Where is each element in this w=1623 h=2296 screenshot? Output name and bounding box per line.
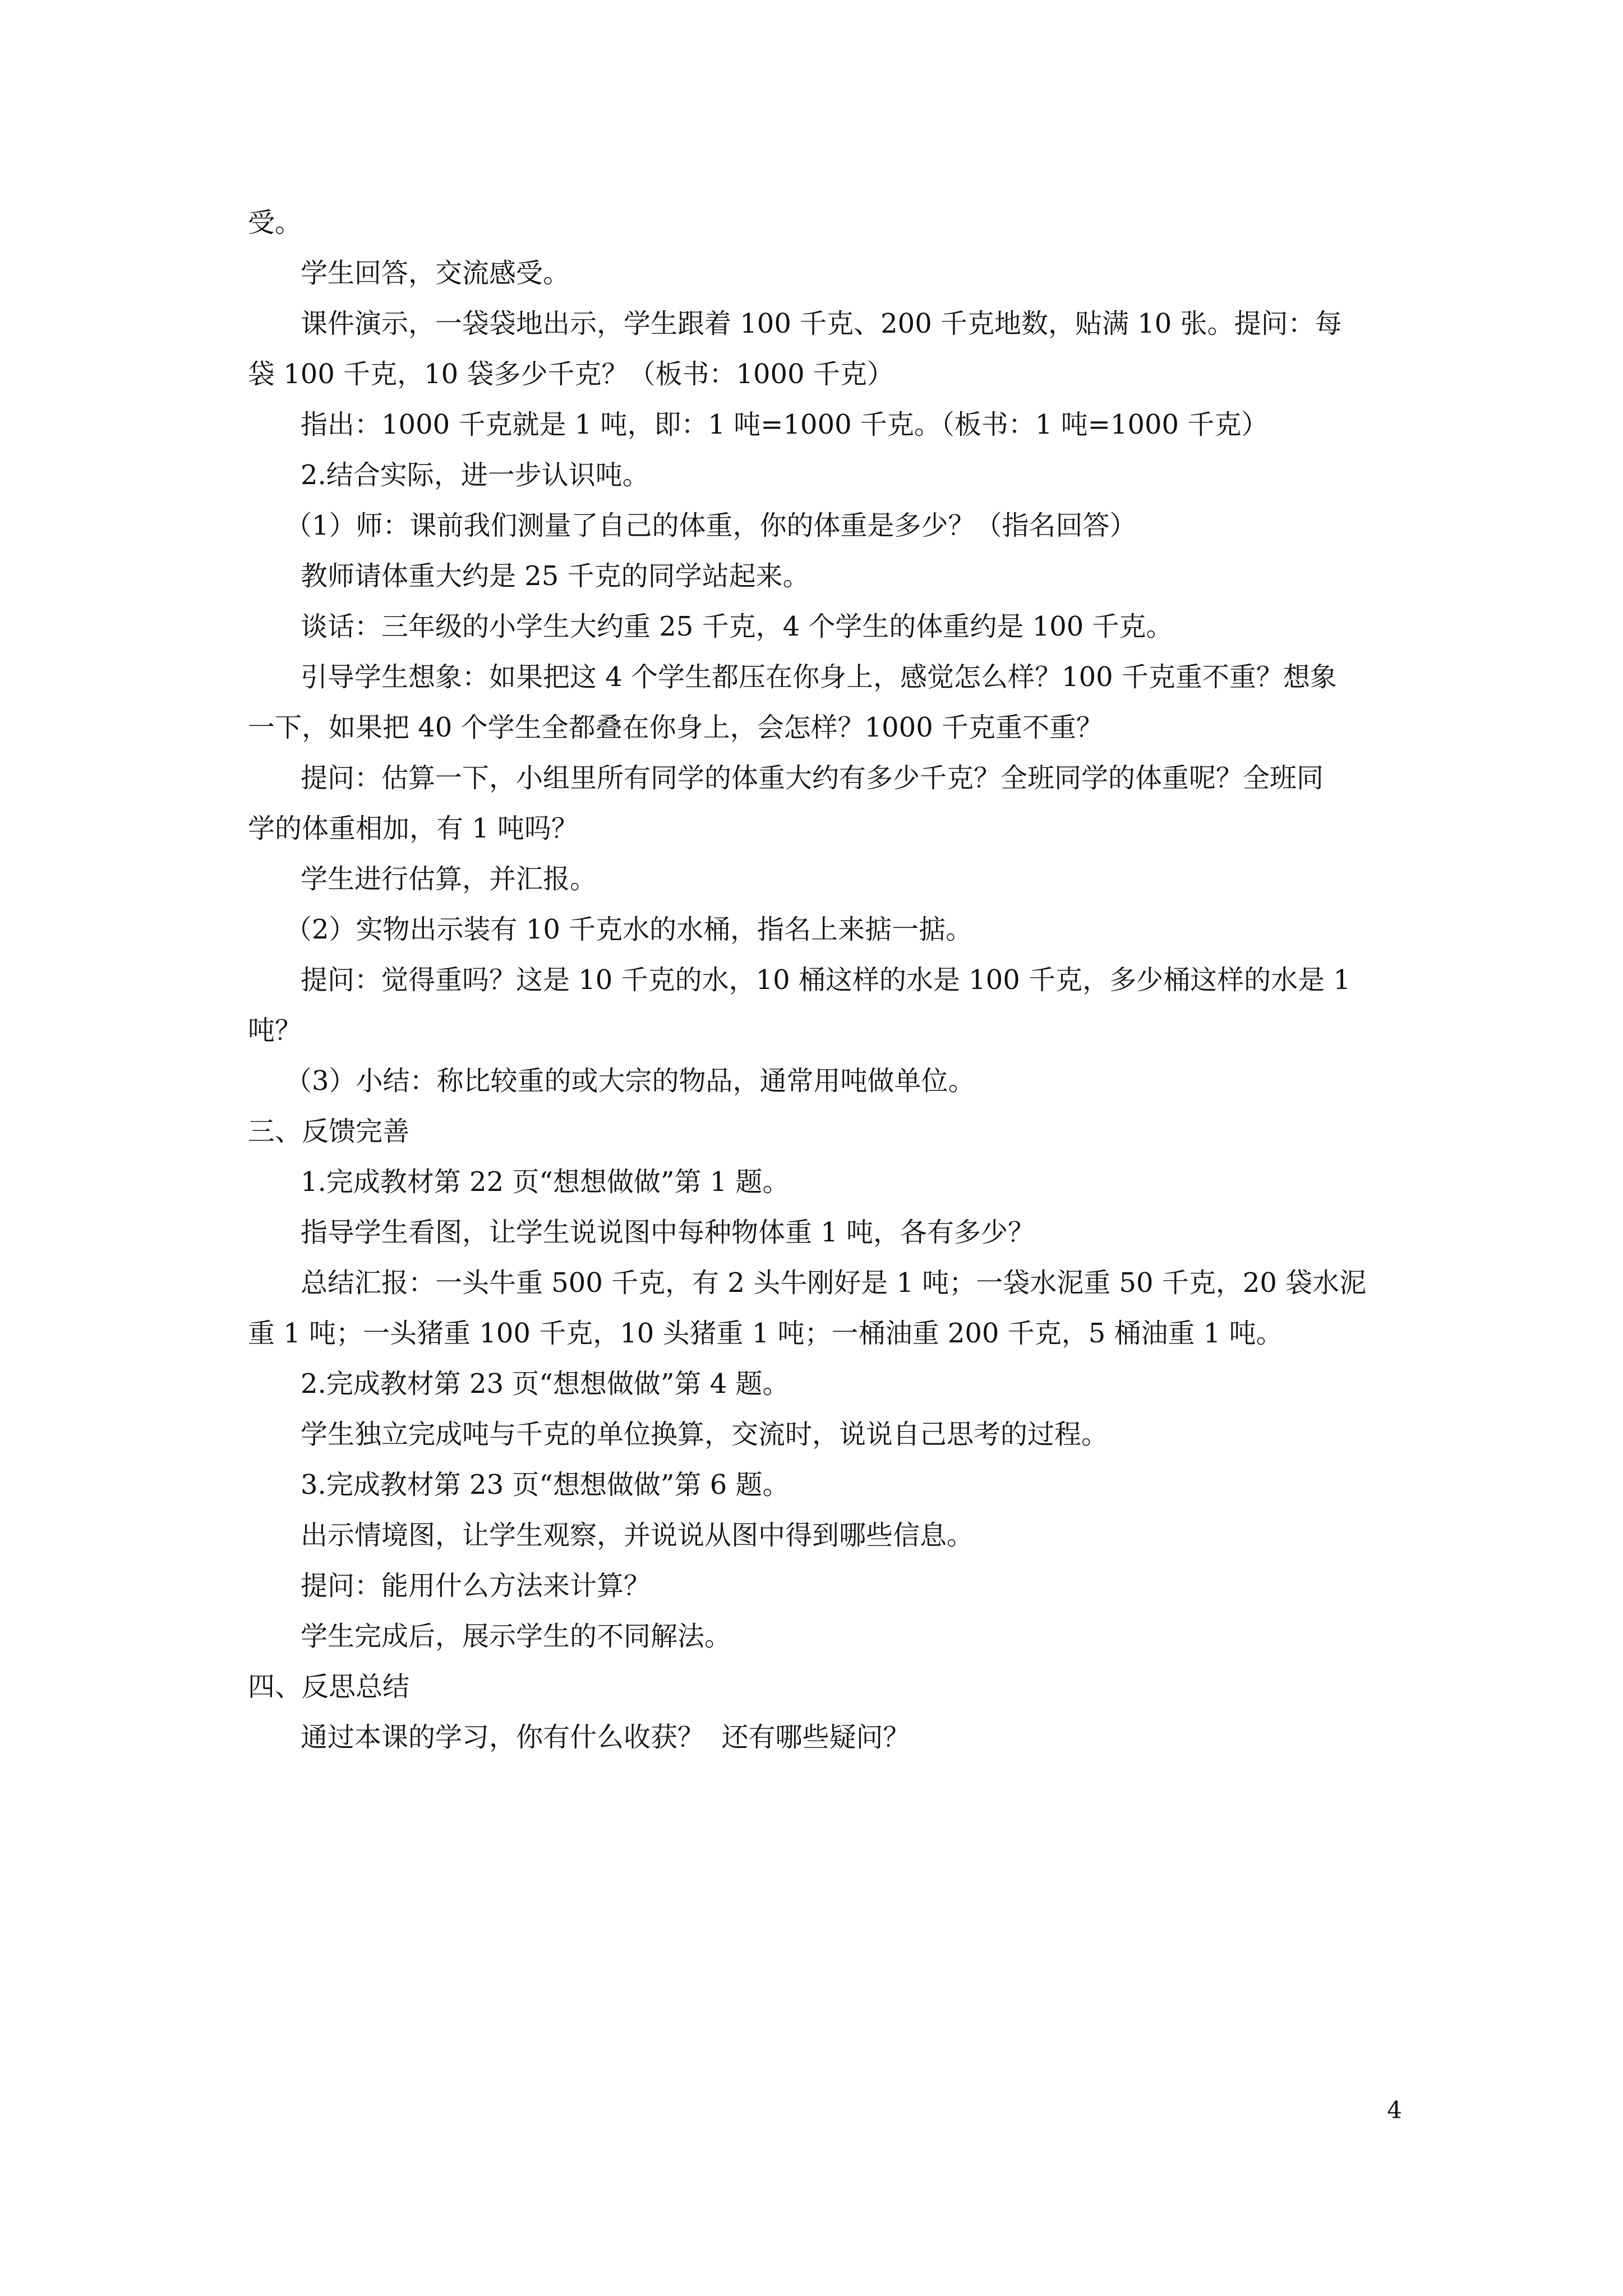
paragraph-line: 学生回答，交流感受。 bbox=[301, 257, 570, 289]
paragraph-line: 通过本课的学习，你有什么收获？ 还有哪些疑问？ bbox=[301, 1722, 910, 1753]
paragraph-line: 受。 bbox=[248, 207, 302, 238]
section-heading: 三、反馈完善 bbox=[248, 1116, 410, 1147]
paragraph-line: 2.完成教材第 23 页“想想做做”第 4 题。 bbox=[301, 1368, 790, 1400]
paragraph-line: 学生完成后，展示学生的不同解法。 bbox=[301, 1621, 732, 1652]
body-text bbox=[248, 197, 1386, 1763]
paragraph-line: 学生进行估算，并汇报。 bbox=[301, 863, 597, 895]
page-number: 4 bbox=[1387, 2096, 1402, 2124]
paragraph-line: 提问：觉得重吗？这是 10 千克的水，10 桶这样的水是 100 千克，多少桶这样的水是 1 bbox=[301, 964, 1350, 996]
paragraph-line: 3.完成教材第 23 页“想想做做”第 6 题。 bbox=[301, 1469, 790, 1501]
paragraph-line: 提问：能用什么方法来计算？ bbox=[301, 1570, 651, 1602]
paragraph-line: 一下，如果把 40 个学生全都叠在你身上，会怎样？1000 千克重不重？ bbox=[248, 712, 1104, 743]
paragraph-line: 引导学生想象：如果把这 4 个学生都压在你身上，感觉怎么样？100 千克重不重？想象 bbox=[301, 661, 1337, 693]
paragraph-line: （2）实物出示装有 10 千克水的水桶，指名上来掂一掂。 bbox=[285, 914, 973, 945]
paragraph-line: 学生独立完成吨与千克的单位换算，交流时，说说自己思考的过程。 bbox=[301, 1419, 1109, 1450]
paragraph-line: 吨？ bbox=[248, 1015, 302, 1046]
section-heading: 四、反思总结 bbox=[248, 1671, 410, 1703]
paragraph-line: 总结汇报：一头牛重 500 千克，有 2 头牛刚好是 1 吨；一袋水泥重 50 千克，20 袋水泥 bbox=[301, 1267, 1367, 1299]
paragraph-line: 提问：估算一下，小组里所有同学的体重大约有多少千克？全班同学的体重呢？全班同 bbox=[301, 762, 1324, 794]
paragraph-line: 指出：1000 千克就是 1 吨，即：1 吨=1000 千克。（板书：1 吨=1000 千克） bbox=[301, 409, 1269, 440]
paragraph-line: 2.结合实际，进一步认识吨。 bbox=[301, 459, 649, 491]
paragraph-line: 学的体重相加，有 1 吨吗？ bbox=[248, 813, 579, 844]
paragraph-line: （3）小结：称比较重的或大宗的物品，通常用吨做单位。 bbox=[285, 1065, 975, 1097]
paragraph-line: 课件演示，一袋袋地出示，学生跟着 100 千克、200 千克地数，贴满 10 张。提问：每 bbox=[301, 308, 1342, 339]
paragraph-line: 出示情境图，让学生观察，并说说从图中得到哪些信息。 bbox=[301, 1520, 974, 1551]
paragraph-line: 1.完成教材第 22 页“想想做做”第 1 题。 bbox=[301, 1166, 790, 1198]
paragraph-line: 谈话：三年级的小学生大约重 25 千克，4 个学生的体重约是 100 千克。 bbox=[301, 611, 1173, 642]
paragraph-line: 袋 100 千克，10 袋多少千克？（板书：1000 千克） bbox=[248, 358, 894, 390]
paragraph-line: 教师请体重大约是 25 千克的同学站起来。 bbox=[301, 560, 810, 592]
paragraph-line: 指导学生看图，让学生说说图中每种物体重 1 吨，各有多少？ bbox=[301, 1217, 1035, 1248]
paragraph-line: 重 1 吨；一头猪重 100 千克，10 头猪重 1 吨；一桶油重 200 千克，5 桶油重 1 吨。 bbox=[248, 1318, 1283, 1349]
paragraph-line: （1）师：课前我们测量了自己的体重，你的体重是多少？（指名回答） bbox=[285, 510, 1137, 541]
